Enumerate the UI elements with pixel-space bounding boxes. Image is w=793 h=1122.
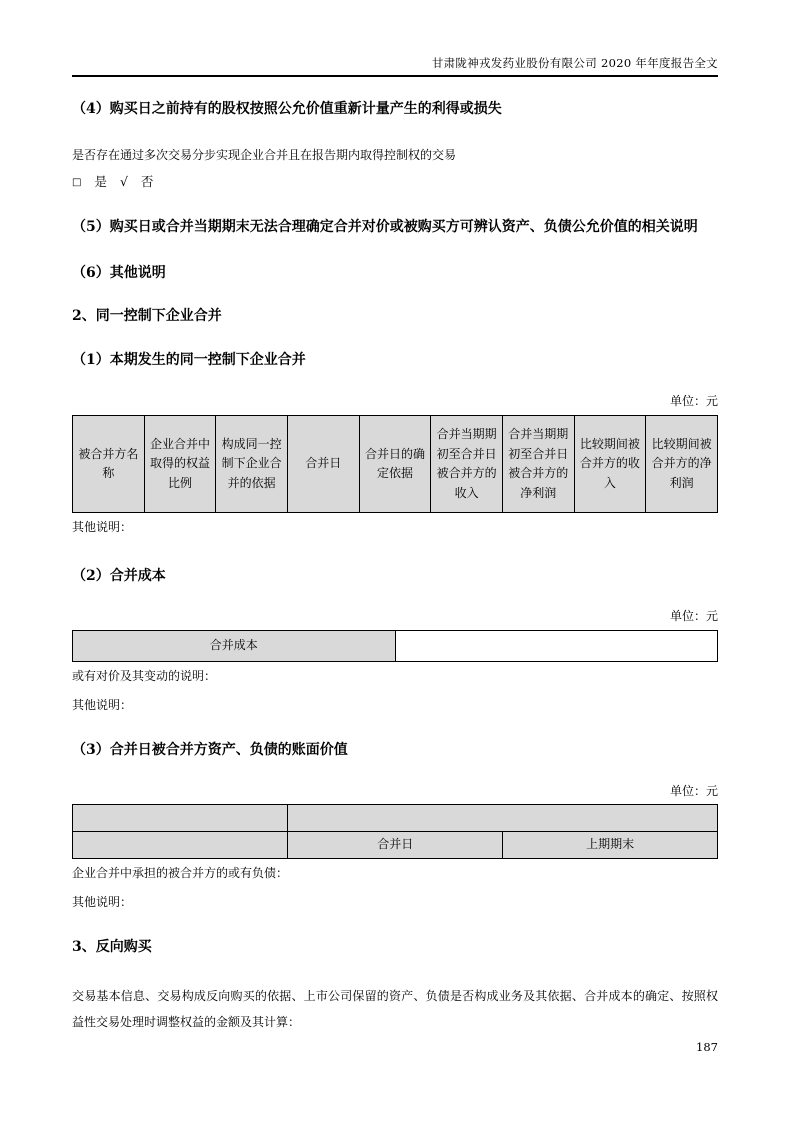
unit-label-2: 单位：元 (669, 608, 718, 623)
book-value-item-header-cell (73, 804, 288, 831)
report-header-title: 甘肃陇神戎发药业股份有限公司 2020 年年度报告全文 (431, 56, 718, 70)
other-note-1: 其他说明： (72, 520, 133, 535)
merger-date-column-header: 合并日 (288, 831, 503, 858)
table-row (73, 831, 718, 858)
header-cell-equity-ratio: 企业合并中取得的权益比例 (144, 416, 216, 513)
other-note-2: 其他说明： (72, 698, 133, 713)
no-label: 否 (140, 174, 154, 190)
merger-under-common-control-table (72, 415, 718, 513)
page-header (72, 0, 718, 77)
table-row (73, 630, 718, 661)
prior-period-column-header: 上期期末 (503, 831, 718, 858)
other-note-3: 其他说明： (72, 895, 133, 910)
checkbox-yes-icon: □ (72, 177, 82, 189)
header-cell-merger-date: 合并日 (287, 416, 359, 513)
contingent-liability-note: 企业合并中承担的被合并方的或有负债： (72, 865, 289, 880)
header-cell-basis-common-control: 构成同一控制下企业合并的依据 (216, 416, 288, 513)
header-cell-comparative-net-profit: 比较期间被合并方的净利润 (646, 416, 718, 513)
merger-cost-value-cell (395, 630, 718, 661)
book-value-table (72, 804, 718, 859)
heading-section2: 2、同一控制下企业合并 (72, 308, 222, 325)
heading-section2-sub1: （1）本期发生的同一控制下企业合并 (72, 351, 306, 368)
heading-section4: （4）购买日之前持有的股权按照公允价值重新计量产生的利得或损失 (72, 101, 502, 117)
unit-label-1: 单位：元 (669, 394, 718, 409)
page-number: 187 (696, 1040, 718, 1054)
yes-label: 是 (94, 174, 107, 190)
yes-no-option-line (72, 173, 718, 191)
check-mark-icon: √ (119, 174, 128, 190)
table-header-row (73, 416, 718, 513)
merger-cost-label-cell: 合并成本 (73, 630, 396, 661)
page-content (0, 101, 793, 1035)
header-cell-income-to-merger-date: 合并当期期初至合并日被合并方的收入 (431, 416, 503, 513)
table-row (73, 804, 718, 831)
heading-section2-sub2: （2）合并成本 (72, 568, 166, 585)
heading-section6: （6）其他说明 (72, 264, 166, 281)
unit-label-3: 单位：元 (669, 783, 718, 798)
header-cell-net-profit-to-merger-date: 合并当期期初至合并日被合并方的净利润 (502, 416, 574, 513)
header-cell-comparative-income: 比较期间被合并方的收入 (574, 416, 646, 513)
reverse-purchase-paragraph: 交易基本信息、交易构成反向购买的依据、上市公司保留的资产、负债是否构成业务及其依据、合并成本的确定、按照权益性交易处理时调整权益的金额及其计算： (72, 988, 718, 1029)
header-cell-merged-party-name: 被合并方名称 (73, 416, 145, 513)
book-value-item-cell (73, 831, 288, 858)
multi-transaction-question: 是否存在通过多次交易分步实现企业合并且在报告期内取得控制权的交易 (72, 147, 457, 162)
heading-section2-sub3: （3）合并日被合并方资产、负债的账面价值 (72, 742, 348, 759)
merger-cost-table (72, 630, 718, 662)
heading-section3: 3、反向购买 (72, 939, 152, 956)
heading-section5: （5）购买日或合并当期期末无法合理确定合并对价或被购买方可辨认资产、负债公允价值的相关说明 (72, 219, 698, 236)
contingent-consideration-note: 或有对价及其变动的说明： (72, 668, 217, 683)
book-value-span-cell (288, 804, 718, 831)
header-cell-merger-date-basis: 合并日的确定依据 (359, 416, 431, 513)
